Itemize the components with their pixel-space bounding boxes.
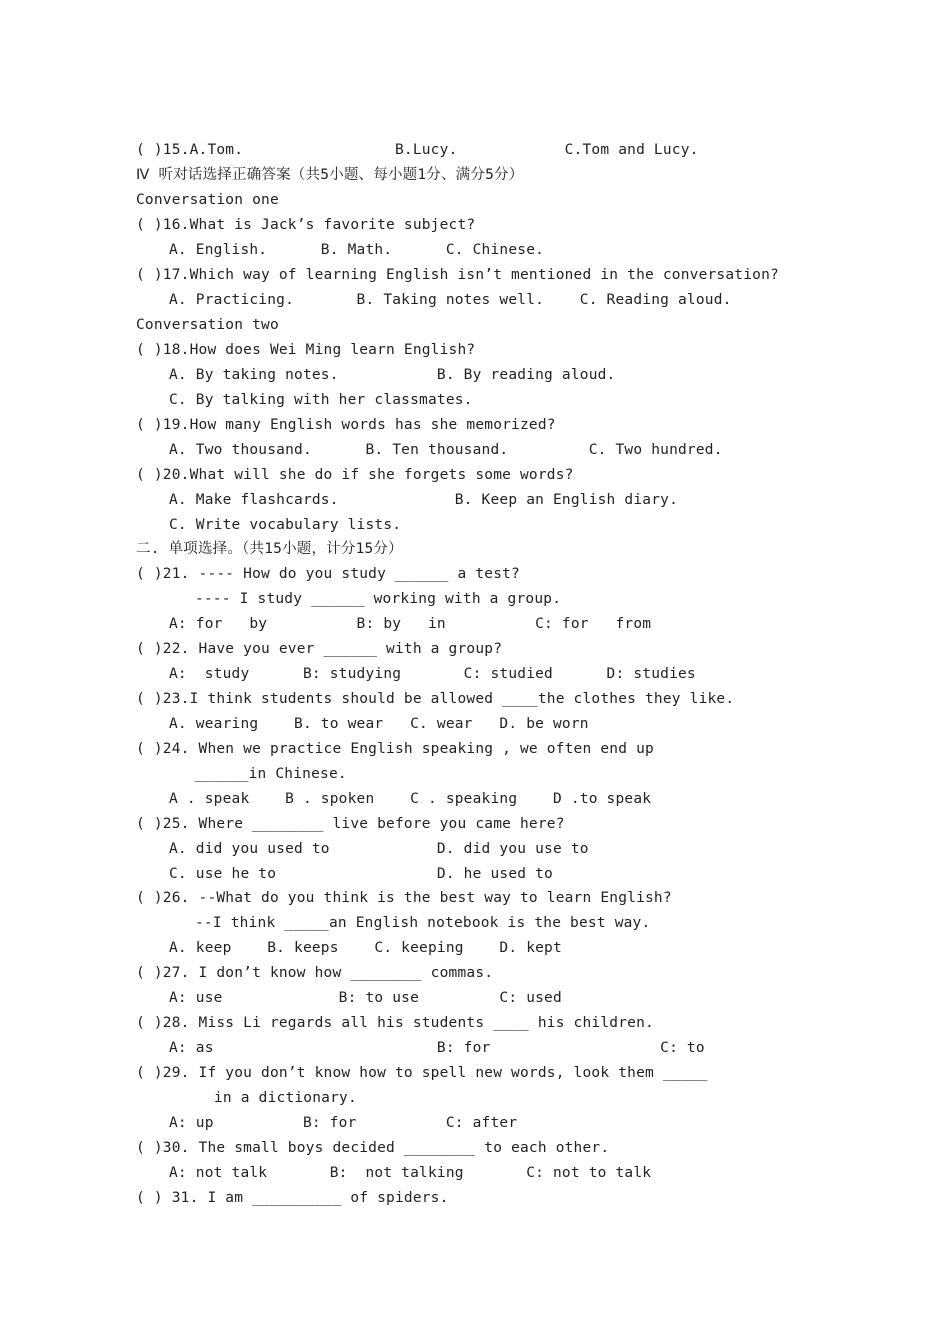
question-16: ( )16.What is Jack’s favorite subject? bbox=[136, 217, 476, 233]
question-26: ( )26. --What do you think is the best way to learn English? bbox=[136, 890, 672, 906]
question-26-reply: --I think _____an English notebook is the best way. bbox=[195, 915, 651, 931]
question-19-options: A. Two thousand. B. Ten thousand. C. Two hundred. bbox=[169, 442, 723, 458]
question-22: ( )22. Have you ever ______ with a group? bbox=[136, 641, 503, 657]
section-iv-heading: Ⅳ 听对话选择正确答案（共5小题、每小题1分、满分5分） bbox=[136, 167, 524, 183]
question-17-options: A. Practicing. B. Taking notes well. C. Reading aloud. bbox=[169, 292, 732, 308]
question-29-continued: in a dictionary. bbox=[214, 1090, 357, 1106]
question-20-options-ab: A. Make flashcards. B. Keep an English diary. bbox=[169, 492, 678, 508]
question-25-options-ab: A. did you used to D. did you use to bbox=[169, 841, 589, 857]
question-18-option-c: C. By talking with her classmates. bbox=[169, 392, 473, 408]
section-two-heading: 二. 单项选择。（共15小题，计分15分） bbox=[136, 541, 403, 557]
question-24: ( )24. When we practice English speaking , we often end up bbox=[136, 741, 654, 757]
question-23-options: A. wearing B. to wear C. wear D. be worn bbox=[169, 716, 589, 732]
question-22-options: A: study B: studying C: studied D: studies bbox=[169, 666, 696, 682]
question-20-option-c: C. Write vocabulary lists. bbox=[169, 517, 402, 533]
question-25-options-cd: C. use he to D. he used to bbox=[169, 866, 553, 882]
question-25: ( )25. Where ________ live before you came here? bbox=[136, 816, 565, 832]
question-24-options: A . speak B . spoken C . speaking D .to speak bbox=[169, 791, 652, 807]
question-31: ( ) 31. I am __________ of spiders. bbox=[136, 1190, 449, 1206]
question-15: ( )15.A.Tom. B.Lucy. C.Tom and Lucy. bbox=[136, 142, 699, 158]
question-18: ( )18.How does Wei Ming learn English? bbox=[136, 342, 476, 358]
question-27-options: A: use B: to use C: used bbox=[169, 990, 562, 1006]
question-20: ( )20.What will she do if she forgets some words? bbox=[136, 467, 574, 483]
question-21-reply: ---- I study ______ working with a group. bbox=[195, 591, 562, 607]
conversation-two-label: Conversation two bbox=[136, 317, 279, 333]
question-29: ( )29. If you don’t know how to spell new words, look them _____ bbox=[136, 1065, 708, 1081]
question-19: ( )19.How many English words has she memorized? bbox=[136, 417, 556, 433]
question-29-options: A: up B: for C: after bbox=[169, 1115, 518, 1131]
question-28: ( )28. Miss Li regards all his students ____ his children. bbox=[136, 1015, 654, 1031]
question-26-options: A. keep B. keeps C. keeping D. kept bbox=[169, 940, 562, 956]
question-18-options-ab: A. By taking notes. B. By reading aloud. bbox=[169, 367, 616, 383]
question-30: ( )30. The small boys decided ________ to each other. bbox=[136, 1140, 610, 1156]
question-30-options: A: not talk B: not talking C: not to talk bbox=[169, 1165, 652, 1181]
question-21-options: A: for by B: by in C: for from bbox=[169, 616, 652, 632]
question-21: ( )21. ---- How do you study ______ a test? bbox=[136, 566, 520, 582]
question-28-options: A: as B: for C: to bbox=[169, 1040, 705, 1056]
question-23: ( )23.I think students should be allowed ____the clothes they like. bbox=[136, 691, 735, 707]
question-16-options: A. English. B. Math. C. Chinese. bbox=[169, 242, 545, 258]
question-17: ( )17.Which way of learning English isn’t mentioned in the conversation? bbox=[136, 267, 779, 283]
question-24-continued: ______in Chinese. bbox=[195, 766, 347, 782]
conversation-one-label: Conversation one bbox=[136, 192, 279, 208]
question-27: ( )27. I don’t know how ________ commas. bbox=[136, 965, 494, 981]
